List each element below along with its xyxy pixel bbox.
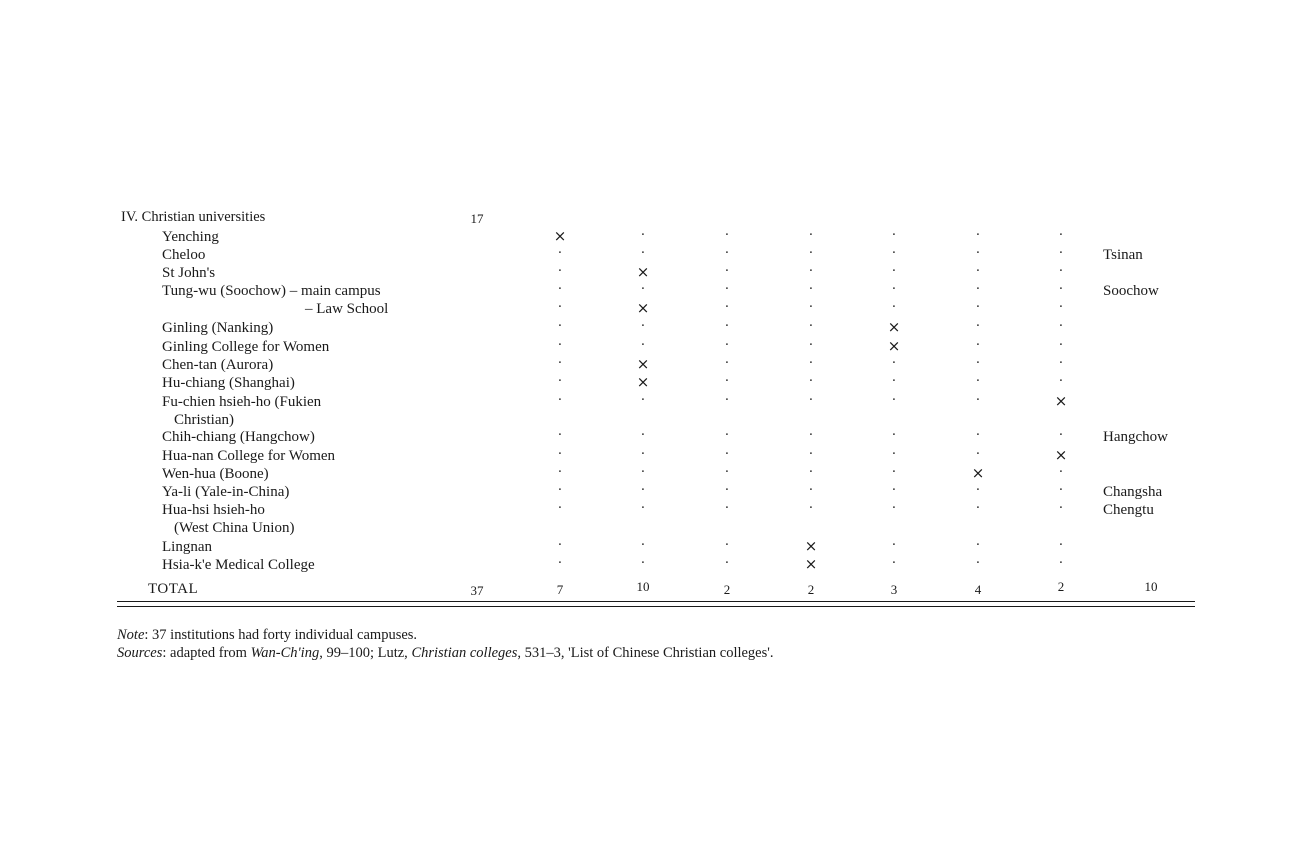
dot-mark: ·	[724, 393, 730, 408]
note-line	[117, 626, 417, 644]
dot-mark: ·	[975, 447, 981, 462]
note-text: : 37 institutions had forty individual campuses.	[144, 627, 418, 643]
dot-mark: ·	[640, 483, 646, 498]
dot-mark: ·	[808, 228, 814, 243]
dot-mark: ·	[724, 447, 730, 462]
cross-mark: ×	[636, 355, 650, 373]
dot-mark: ·	[808, 465, 814, 480]
dot-mark: ·	[891, 374, 897, 389]
dot-mark: ·	[891, 393, 897, 408]
dot-mark: ·	[557, 319, 563, 334]
institution-name: Hua-hsi hsieh-ho	[162, 502, 265, 518]
dot-mark: ·	[975, 264, 981, 279]
institution-name: Chih-chiang (Hangchow)	[162, 429, 315, 445]
dot-mark: ·	[1058, 374, 1064, 389]
institution-name: Fu-chien hsieh-ho (Fukien	[162, 394, 322, 410]
cross-mark: ×	[1054, 392, 1068, 410]
dot-mark: ·	[975, 483, 981, 498]
dot-mark: ·	[891, 538, 897, 553]
dot-mark: ·	[891, 264, 897, 279]
dot-mark: ·	[808, 374, 814, 389]
dot-mark: ·	[640, 428, 646, 443]
dot-mark: ·	[808, 338, 814, 353]
dot-mark: ·	[640, 501, 646, 516]
dot-mark: ·	[1058, 338, 1064, 353]
dot-mark: ·	[975, 282, 981, 297]
dot-mark: ·	[640, 282, 646, 297]
institution-name-continued: Christian)	[174, 412, 234, 428]
section-count: 17	[470, 211, 484, 226]
institution-name: Ginling (Nanking)	[162, 320, 274, 336]
dot-mark: ·	[1058, 428, 1064, 443]
dot-mark: ·	[724, 264, 730, 279]
dot-mark: ·	[557, 356, 563, 371]
dot-mark: ·	[891, 447, 897, 462]
location-label: Changsha	[1103, 484, 1163, 500]
dot-mark: ·	[557, 246, 563, 261]
dot-mark: ·	[1058, 264, 1064, 279]
institution-name: Lingnan	[162, 539, 212, 555]
dot-mark: ·	[1058, 356, 1064, 371]
dot-mark: ·	[557, 338, 563, 353]
dot-mark: ·	[724, 465, 730, 480]
dot-mark: ·	[1058, 319, 1064, 334]
institution-name: Chen-tan (Aurora)	[162, 357, 274, 373]
dot-mark: ·	[640, 246, 646, 261]
dot-mark: ·	[1058, 465, 1064, 480]
total-column-value: 2	[807, 582, 815, 597]
dot-mark: ·	[557, 501, 563, 516]
dot-mark: ·	[557, 538, 563, 553]
dot-mark: ·	[724, 483, 730, 498]
dot-mark: ·	[1058, 483, 1064, 498]
total-column-value: 4	[974, 582, 982, 597]
sources-title-a: Wan-Ch'ing	[250, 645, 320, 661]
cross-mark: ×	[553, 227, 567, 245]
institution-name: Tung-wu (Soochow) – main campus	[162, 283, 381, 299]
dot-mark: ·	[724, 428, 730, 443]
dot-mark: ·	[724, 374, 730, 389]
dot-mark: ·	[891, 300, 897, 315]
dot-mark: ·	[1058, 228, 1064, 243]
dot-mark: ·	[640, 319, 646, 334]
dot-mark: ·	[1058, 501, 1064, 516]
location-label: Tsinan	[1103, 247, 1143, 263]
sources-label: Sources	[117, 645, 163, 661]
dot-mark: ·	[1058, 246, 1064, 261]
dot-mark: ·	[808, 393, 814, 408]
institution-name: Wen-hua (Boone)	[162, 466, 269, 482]
bottom-rule-upper	[117, 601, 1195, 602]
dot-mark: ·	[557, 428, 563, 443]
location-label: Hangchow	[1103, 429, 1168, 445]
cross-mark: ×	[804, 555, 818, 573]
note-label: Note	[117, 627, 145, 643]
dot-mark: ·	[724, 338, 730, 353]
dot-mark: ·	[1058, 300, 1064, 315]
sources-title-b: Christian colleges	[411, 645, 518, 661]
sources-text-b: , 99–100; Lutz,	[319, 645, 412, 661]
cross-mark: ×	[887, 318, 901, 336]
total-column-value: 7	[556, 582, 564, 597]
dot-mark: ·	[557, 282, 563, 297]
dot-mark: ·	[724, 356, 730, 371]
sources-text-a: : adapted from	[162, 645, 251, 661]
dot-mark: ·	[975, 228, 981, 243]
dot-mark: ·	[891, 282, 897, 297]
dot-mark: ·	[808, 483, 814, 498]
dot-mark: ·	[557, 483, 563, 498]
cross-mark: ×	[971, 464, 985, 482]
dot-mark: ·	[808, 246, 814, 261]
dot-mark: ·	[640, 393, 646, 408]
dot-mark: ·	[808, 501, 814, 516]
dot-mark: ·	[975, 246, 981, 261]
dot-mark: ·	[891, 428, 897, 443]
dot-mark: ·	[724, 228, 730, 243]
dot-mark: ·	[975, 538, 981, 553]
institution-name: Hsia-k'e Medical College	[162, 557, 315, 573]
dot-mark: ·	[724, 300, 730, 315]
dot-mark: ·	[891, 465, 897, 480]
total-column-value: 2	[1057, 579, 1065, 594]
dot-mark: ·	[808, 447, 814, 462]
dot-mark: ·	[640, 338, 646, 353]
dot-mark: ·	[557, 556, 563, 571]
section-heading: IV. Christian universities	[121, 209, 266, 225]
institution-name: Hu-chiang (Shanghai)	[162, 375, 295, 391]
dot-mark: ·	[975, 501, 981, 516]
sources-line	[117, 644, 774, 662]
dot-mark: ·	[557, 300, 563, 315]
dot-mark: ·	[640, 228, 646, 243]
total-column-value: 3	[890, 582, 898, 597]
dot-mark: ·	[891, 483, 897, 498]
dot-mark: ·	[975, 356, 981, 371]
total-column-value: 10	[636, 579, 650, 594]
dot-mark: ·	[557, 393, 563, 408]
cross-mark: ×	[887, 337, 901, 355]
dot-mark: ·	[724, 319, 730, 334]
cross-mark: ×	[636, 299, 650, 317]
dot-mark: ·	[724, 501, 730, 516]
dot-mark: ·	[975, 319, 981, 334]
dot-mark: ·	[808, 264, 814, 279]
dot-mark: ·	[724, 538, 730, 553]
bottom-rule-lower	[117, 606, 1195, 607]
dot-mark: ·	[808, 428, 814, 443]
dot-mark: ·	[808, 319, 814, 334]
dot-mark: ·	[975, 338, 981, 353]
location-label: Soochow	[1103, 283, 1159, 299]
cross-mark: ×	[804, 537, 818, 555]
institution-name: – Law School	[305, 301, 389, 317]
cross-mark: ×	[636, 263, 650, 281]
dot-mark: ·	[724, 556, 730, 571]
dot-mark: ·	[975, 300, 981, 315]
dot-mark: ·	[557, 447, 563, 462]
dot-mark: ·	[557, 465, 563, 480]
dot-mark: ·	[891, 356, 897, 371]
dot-mark: ·	[557, 374, 563, 389]
dot-mark: ·	[808, 300, 814, 315]
institution-name-continued: (West China Union)	[174, 520, 295, 536]
dot-mark: ·	[557, 264, 563, 279]
institution-name: Ginling College for Women	[162, 339, 330, 355]
dot-mark: ·	[975, 428, 981, 443]
dot-mark: ·	[724, 246, 730, 261]
dot-mark: ·	[640, 465, 646, 480]
cross-mark: ×	[1054, 446, 1068, 464]
institution-name: St John's	[162, 265, 216, 281]
institution-name: Cheloo	[162, 247, 206, 263]
total-places: 10	[1144, 579, 1158, 594]
total-label: TOTAL	[148, 581, 199, 597]
dot-mark: ·	[1058, 538, 1064, 553]
dot-mark: ·	[975, 374, 981, 389]
total-column-value: 2	[723, 582, 731, 597]
dot-mark: ·	[975, 556, 981, 571]
location-label: Chengtu	[1103, 502, 1154, 518]
dot-mark: ·	[891, 501, 897, 516]
dot-mark: ·	[975, 393, 981, 408]
cross-mark: ×	[636, 373, 650, 391]
dot-mark: ·	[640, 556, 646, 571]
dot-mark: ·	[1058, 556, 1064, 571]
dot-mark: ·	[640, 538, 646, 553]
total-count: 37	[470, 583, 484, 598]
dot-mark: ·	[1058, 282, 1064, 297]
dot-mark: ·	[808, 356, 814, 371]
dot-mark: ·	[891, 246, 897, 261]
dot-mark: ·	[891, 556, 897, 571]
dot-mark: ·	[808, 282, 814, 297]
sources-text-c: , 531–3, 'List of Chinese Christian colleges'.	[517, 645, 774, 661]
dot-mark: ·	[640, 447, 646, 462]
institution-name: Ya-li (Yale-in-China)	[162, 484, 290, 500]
institution-name: Yenching	[162, 229, 219, 245]
dot-mark: ·	[724, 282, 730, 297]
dot-mark: ·	[891, 228, 897, 243]
institution-name: Hua-nan College for Women	[162, 448, 336, 464]
